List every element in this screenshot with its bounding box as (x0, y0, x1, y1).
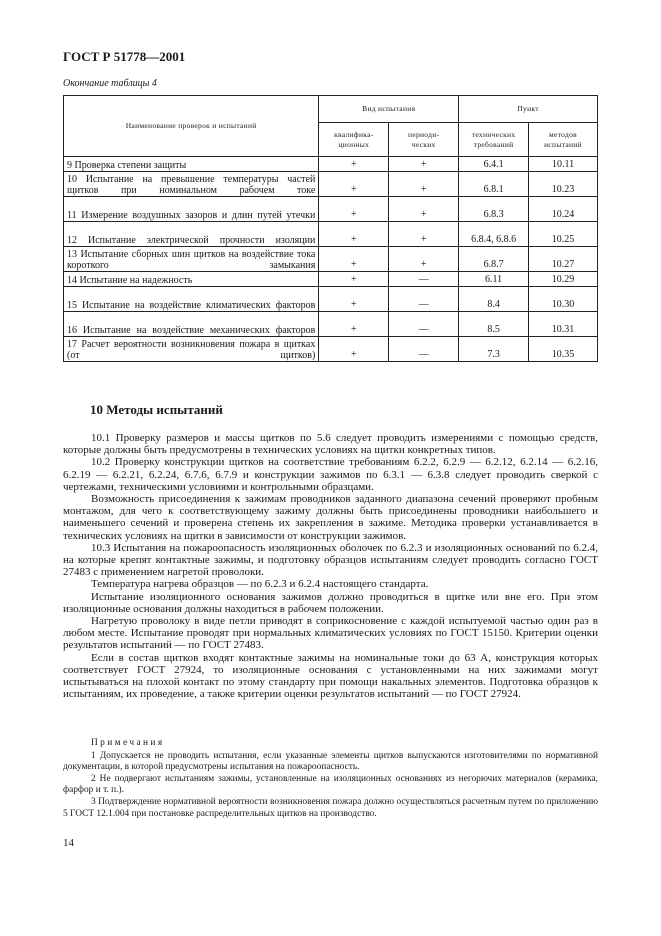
row-tech-clause: 6.8.7 (459, 247, 529, 272)
row-name: 14 Испытание на надежность (64, 272, 319, 287)
table-row (64, 157, 598, 172)
row-qualification: + (319, 247, 389, 272)
note-item: 3 Подтверждение нормативной вероятности возникновения пожара должно осуществляться расчетным путем по приложению 5 ГОСТ 12.1.004 при постановке распределительных щитков на производство. (63, 796, 598, 819)
header-test-type: Вид испытания (319, 96, 459, 123)
row-periodic: — (389, 272, 459, 287)
row-method-clause: 10.31 (529, 312, 598, 337)
row-method-clause: 10.29 (529, 272, 598, 287)
table-row (64, 172, 598, 197)
row-tech-clause: 8.5 (459, 312, 529, 337)
row-name: 16 Испытание на воздействие механических факторов (64, 312, 319, 337)
header-tech (459, 123, 529, 157)
table-row (64, 247, 598, 272)
row-qualification: + (319, 222, 389, 247)
table-row (64, 222, 598, 247)
row-qualification: + (319, 287, 389, 312)
page-number: 14 (63, 837, 74, 849)
row-tech-clause: 6.11 (459, 272, 529, 287)
row-periodic: — (389, 287, 459, 312)
row-periodic: — (389, 337, 459, 362)
row-method-clause: 10.30 (529, 287, 598, 312)
row-periodic: + (389, 222, 459, 247)
row-name: 10 Испытание на превышение температуры частей щитков при номинальном рабочем токе (64, 172, 319, 197)
row-qualification: + (319, 197, 389, 222)
row-periodic: + (389, 157, 459, 172)
table-caption: Окончание таблицы 4 (63, 78, 157, 89)
row-method-clause: 10.23 (529, 172, 598, 197)
paragraph: Испытание изоляционного основания зажимов должно проводиться в щитке или вне его. При этом изоляционные основания должны находиться в рабочем положении. (63, 590, 598, 615)
row-tech-clause: 8.4 (459, 287, 529, 312)
paragraph: 10.3 Испытания на пожароопасность изоляционных оболочек по 6.2.3 и изоляционных оснований по 6.2.4, на которые крепят контактные зажимы, и подготовку образцов испытаниям следует проводить согласно ГОСТ 27483 с применением нагретой проволоки. (63, 541, 598, 579)
row-tech-clause: 6.8.1 (459, 172, 529, 197)
row-qualification: + (319, 272, 389, 287)
note-item: 2 Не подвергают испытаниям зажимы, установленные на изоляционных основаниях из негорючих материалов (керамика, фарфор и т. п.). (63, 773, 598, 796)
document-code: ГОСТ Р 51778—2001 (63, 49, 186, 64)
tests-table (63, 95, 598, 362)
section-body (63, 432, 598, 700)
row-method-clause: 10.25 (529, 222, 598, 247)
header-periodic-text: периоди- ческих (408, 129, 440, 149)
row-periodic: + (389, 172, 459, 197)
header-clause: Пункт (459, 96, 598, 123)
paragraph: 10.2 Проверку конструкции щитков на соответствие требованиям 6.2.2, 6.2.9 — 6.2.12, 6.2.14 — 6.2.16, 6.2.19 — 6.2.21, 6.2.24, 6.7.6, 6.7.9 и конструкции зажимов по 6.3.1 — 6.3.8 следует проводить сверкой с чертежами, техническими условиями и контрольными образцами. (63, 456, 598, 493)
row-tech-clause: 7.3 (459, 337, 529, 362)
row-method-clause: 10.27 (529, 247, 598, 272)
row-periodic: + (389, 197, 459, 222)
row-qualification: + (319, 312, 389, 337)
header-qualification (319, 123, 389, 157)
paragraph: Нагретую проволоку в виде петли приводят в соприкосновение с каждой испытуемой частью один раз в любом месте. Испытание проводят при нормальных климатических условиях по ГОСТ 15150. Критерии оценки результатов испытаний — по ГОСТ 27483. (63, 615, 598, 652)
table-row (64, 337, 598, 362)
paragraph: Температура нагрева образцов — по 6.2.3 и 6.2.4 настоящего стандарта. (91, 578, 429, 591)
notes-block (63, 738, 598, 820)
paragraph: Возможность присоединения к зажимам проводников заданного диапазона сечений проверяют пробным монтажом, для чего к соответствующему зажиму должны быть присоединены проводники наибольшего и наименьшего сечений и проверена степень их закрепления в зажиме. Методика проверки устанавливается в технических условиях на щитки в зависимости от конструкции зажимов. (63, 493, 598, 542)
header-methods-text: методов испытаний (544, 129, 582, 149)
table-row (64, 197, 598, 222)
header-name: Наименование проверок и испытаний (64, 96, 319, 157)
row-qualification: + (319, 172, 389, 197)
paragraph: 10.1 Проверку размеров и массы щитков по 5.6 следует проводить измерениями с помощью средств, которые должны быть предусмотрены в технических условиях на щитки конкретных типов. (63, 432, 598, 457)
row-name: 11 Измерение воздушных зазоров и длин путей утечки (64, 197, 319, 222)
row-name: 13 Испытание сборных шин щитков на воздействие тока короткого замыкания (64, 247, 319, 272)
table-row (64, 272, 598, 287)
row-name: 12 Испытание электрической прочности изоляции (64, 222, 319, 247)
row-name: 17 Расчет вероятности возникновения пожара в щитках (от щитков) (64, 337, 319, 362)
header-methods (529, 123, 598, 157)
row-qualification: + (319, 157, 389, 172)
table-row (64, 287, 598, 312)
section-heading: 10 Методы испытаний (90, 402, 223, 417)
header-tech-text: технических требований (471, 129, 516, 149)
notes-title: Примечания (91, 738, 165, 748)
row-name: 15 Испытание на воздействие климатических факторов (64, 287, 319, 312)
row-method-clause: 10.24 (529, 197, 598, 222)
row-name: 9 Проверка степени защиты (64, 157, 319, 172)
row-method-clause: 10.11 (529, 157, 598, 172)
row-method-clause: 10.35 (529, 337, 598, 362)
row-qualification: + (319, 337, 389, 362)
header-periodic (389, 123, 459, 157)
table-row (64, 312, 598, 337)
row-tech-clause: 6.8.3 (459, 197, 529, 222)
row-periodic: + (389, 247, 459, 272)
row-periodic: — (389, 312, 459, 337)
row-tech-clause: 6.8.4, 6.8.6 (459, 222, 529, 247)
row-tech-clause: 6.4.1 (459, 157, 529, 172)
header-qualification-text: квалифика- ционных (334, 129, 374, 149)
note-item: 1 Допускается не проводить испытания, если указанные элементы щитков выпускаются изготовителями по нормативной документации, в которой предусмотрены испытания на пожароопасность. (63, 750, 598, 773)
paragraph: Если в состав щитков входят контактные зажимы на номинальные токи до 63 А, конструкция которых соответствует ГОСТ 27924, то изоляционные основания с установленными на них зажимами могут испытываться на плохой контакт по этому стандарту при помощи накальных элементов. Подготовка образцов к испытаниям, их проведение, а также критерии оценки результатов испытаний — по ГОСТ 27924. (63, 651, 598, 701)
